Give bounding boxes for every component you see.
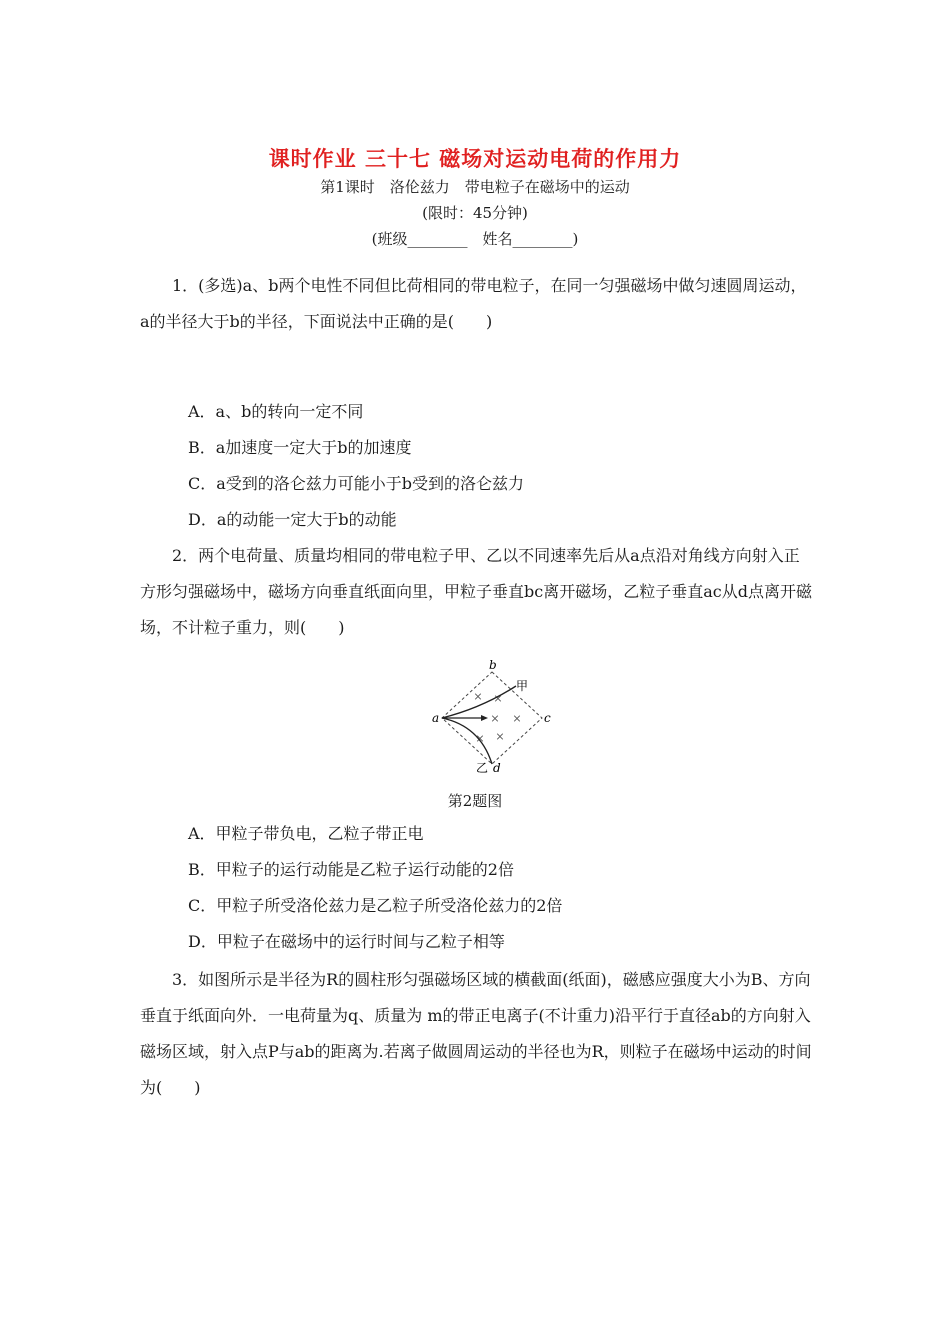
particle-label-jia: 甲: [516, 679, 529, 693]
page-title: 课时作业 三十七 磁场对运动电荷的作用力: [268, 147, 682, 171]
particle-label-yi: 乙: [476, 761, 489, 775]
question-2-option-d: D．甲粒子在磁场中的运行时间与乙粒子相等: [188, 932, 505, 951]
entry-arrow-head: [481, 715, 488, 721]
question-1-option-a: A．a、b的转向一定不同: [188, 402, 364, 421]
question-1-option-c: C．a受到的洛仑兹力可能小于b受到的洛仑兹力: [188, 474, 525, 493]
point-label-c: c: [544, 711, 551, 725]
point-label-a: a: [432, 711, 440, 725]
class-name-line: (班级________ 姓名________): [371, 230, 579, 248]
field-cross: ×: [490, 712, 500, 725]
question-2-option-c: C．甲粒子所受洛伦兹力是乙粒子所受洛伦兹力的2倍: [188, 896, 563, 915]
point-label-b: b: [489, 660, 497, 672]
question-3-stem: 3．如图所示是半径为R的圆柱形匀强磁场区域的横截面(纸面)，磁感应强度大小为B、方向垂直于纸面向外．一电荷量为q、质量为 m的带正电离子(不计重力)沿平行于直径ab的方向射入磁场区域，射入点P与ab的距离为.若离子做圆周运动的半径也为R，则粒子在磁场中运动的时间为( ): [140, 970, 812, 1097]
square-magnetic-field-figure: [432, 660, 552, 775]
field-cross: ×: [495, 730, 505, 743]
point-label-d: d: [493, 761, 501, 775]
field-cross: ×: [493, 692, 503, 705]
question-1-option-d: D．a的动能一定大于b的动能: [188, 510, 397, 529]
field-cross: ×: [475, 732, 485, 745]
figure-2-caption: 第2题图: [447, 792, 503, 810]
question-1-option-b: B．a加速度一定大于b的加速度: [188, 438, 412, 457]
lesson-subtitle: 第1课时 洛伦兹力 带电粒子在磁场中的运动: [320, 178, 630, 196]
field-cross: ×: [512, 712, 522, 725]
question-1-stem: 1．(多选)a、b两个电性不同但比荷相同的带电粒子，在同一匀强磁场中做匀速圆周运动，a的半径大于b的半径，下面说法中正确的是( ): [140, 276, 807, 331]
time-limit: (限时：45分钟): [422, 204, 528, 222]
field-cross: ×: [473, 690, 483, 703]
question-2-option-a: A．甲粒子带负电，乙粒子带正电: [188, 824, 424, 843]
question-2-option-b: B．甲粒子的运行动能是乙粒子运行动能的2倍: [188, 860, 514, 879]
question-2-stem: 2．两个电荷量、质量均相同的带电粒子甲、乙以不同速率先后从a点沿对角线方向射入正方形匀强磁场中，磁场方向垂直纸面向里，甲粒子垂直bc离开磁场，乙粒子垂直ac从d点离开磁场，不计粒子重力，则( ): [140, 546, 812, 637]
